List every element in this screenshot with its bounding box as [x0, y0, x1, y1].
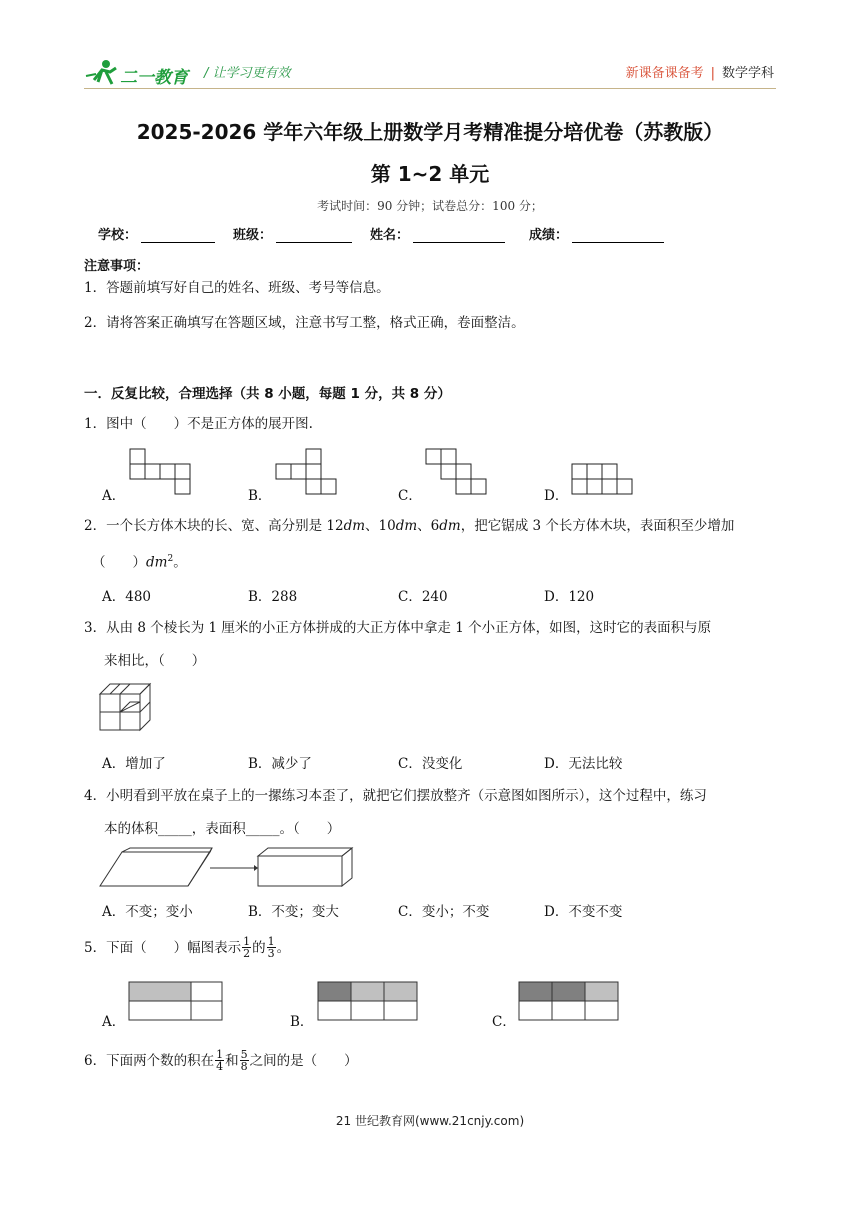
- q2-option-c[interactable]: C．240: [398, 589, 448, 605]
- q3-option-c[interactable]: C．没变化: [398, 756, 463, 772]
- q6-text: 和: [225, 1052, 239, 1069]
- q2-text: 2．一个长方体木块的长、宽、高分别是 12: [84, 518, 344, 534]
- field-score-blank[interactable]: [572, 228, 664, 243]
- q2-blank: （ ）: [92, 554, 146, 571]
- q5-frac1-den: 2: [243, 947, 251, 960]
- q2-text: 、6: [417, 518, 440, 534]
- note-item: 1．答题前填写好自己的姓名、班级、考号等信息。: [84, 280, 390, 296]
- notebook-stack-neat: [258, 848, 352, 888]
- q2-unit: dm: [146, 554, 168, 571]
- q2-unit-sup: 2: [167, 554, 174, 564]
- note-item: 2．请将答案正确填写在答题区域，注意书写工整，格式正确，卷面整洁。: [84, 315, 525, 331]
- q5-option-c[interactable]: C．: [492, 1014, 516, 1030]
- q3-option-b[interactable]: B．减少了: [248, 756, 312, 772]
- q2-unit: dm: [343, 518, 366, 534]
- q6-text: 6．下面两个数的积在: [84, 1052, 215, 1069]
- header-separator: |: [710, 66, 715, 81]
- question-3-stem: 3．从由 8 个棱长为 1 厘米的小正方体拼成的大正方体中拿走 1 个小正方体，如图，这时它的表面积与原: [84, 620, 712, 636]
- fraction-diagram-b: [318, 982, 418, 1022]
- question-6-stem: [84, 1049, 784, 1072]
- q1-option-b[interactable]: B．: [248, 488, 272, 504]
- arrow-right-icon: [210, 863, 258, 873]
- q5-option-a[interactable]: A．: [102, 1014, 126, 1030]
- q5-frac1-num: 1: [243, 935, 251, 948]
- q5-text-end: 。: [276, 939, 291, 956]
- q5-text: 5．下面（ ）幅图表示: [84, 939, 242, 956]
- question-5-stem: [84, 936, 784, 959]
- q6-fraction-2: [240, 1049, 249, 1072]
- exam-info: 考试时间：90 分钟；试卷总分：100 分；: [317, 199, 543, 213]
- question-4-stem-cont: 本的体积_____，表面积_____。（ ）: [104, 821, 341, 837]
- q1-option-a[interactable]: A．: [102, 488, 126, 504]
- question-1-stem: 1．图中（ ）不是正方体的展开图.: [84, 416, 313, 432]
- slogan: / 让学习更有效: [204, 66, 291, 81]
- field-school-blank[interactable]: [141, 228, 215, 243]
- q1-option-d[interactable]: D．: [544, 488, 569, 504]
- q3-option-d[interactable]: D．无法比较: [544, 756, 623, 772]
- field-class-blank[interactable]: [276, 228, 352, 243]
- paper-title: 2025-2026 学年六年级上册数学月考精准提分培优卷（苏教版）: [136, 120, 724, 144]
- q4-option-c[interactable]: C．变小；不变: [398, 904, 490, 920]
- q2-text: 、10: [365, 518, 396, 534]
- header-label-subject: 数学学科: [721, 66, 774, 81]
- paper-subtitle: 第 1~2 单元: [370, 162, 490, 186]
- q5-option-b[interactable]: B．: [290, 1014, 314, 1030]
- q5-text: 的: [252, 939, 266, 956]
- header-right: [626, 62, 774, 81]
- section-heading: 一．反复比较，合理选择（共 8 小题，每题 1 分，共 8 分）: [84, 386, 451, 402]
- q5-fraction-2: [267, 936, 276, 959]
- question-2-stem: [84, 516, 784, 536]
- q6-frac1-den: 4: [216, 1060, 224, 1073]
- page-footer: 21 世纪教育网(www.21cnjy.com): [335, 1114, 525, 1128]
- student-info-fields: [98, 224, 682, 243]
- question-4-stem: 4．小明看到平放在桌子上的一摞练习本歪了，就把它们摆放整齐（示意图如图所示），这个过程中，练习: [84, 788, 707, 804]
- q6-frac1-num: 1: [216, 1048, 224, 1061]
- q4-option-b[interactable]: B．不变；变大: [248, 904, 339, 920]
- cube-net-a: [130, 449, 192, 495]
- q2-unit: dm: [439, 518, 461, 534]
- q2-unit: dm: [395, 518, 418, 534]
- q5-fraction-1: [242, 936, 251, 959]
- q6-fraction-1: [215, 1049, 224, 1072]
- notes-heading: 注意事项：: [84, 259, 150, 274]
- cube-net-b: [276, 449, 338, 495]
- q5-frac2-num: 1: [267, 935, 275, 948]
- field-school-label: 学校：: [98, 228, 138, 243]
- q1-option-c[interactable]: C．: [398, 488, 422, 504]
- cube-figure: [100, 684, 152, 734]
- brand-name: 二一教育: [120, 68, 188, 88]
- field-class-label: 班级：: [233, 228, 273, 243]
- q4-option-d[interactable]: D．不变不变: [544, 904, 623, 920]
- fraction-diagram-a: [129, 982, 223, 1022]
- field-name-label: 姓名：: [370, 228, 410, 243]
- q4-option-a[interactable]: A．不变；变小: [102, 904, 193, 920]
- header-divider: [84, 88, 776, 89]
- field-name-blank[interactable]: [413, 228, 505, 243]
- q6-frac2-den: 8: [240, 1060, 248, 1073]
- cube-net-c: [426, 449, 488, 495]
- question-2-stem-cont: [92, 549, 187, 573]
- field-score-label: 成绩：: [529, 228, 569, 243]
- q2-option-a[interactable]: A．480: [102, 589, 152, 605]
- q2-text-end: 。: [173, 554, 187, 571]
- cube-net-d: [572, 464, 634, 495]
- q6-text-end: 之间的是（ ）: [249, 1052, 358, 1069]
- q2-option-b[interactable]: B．288: [248, 589, 298, 605]
- header-label-course: 新课备课备考: [625, 66, 704, 81]
- question-3-stem-cont: 来相比，（ ）: [104, 653, 206, 669]
- q5-frac2-den: 3: [267, 947, 275, 960]
- q6-frac2-num: 5: [240, 1048, 248, 1061]
- q3-option-a[interactable]: A．增加了: [102, 756, 166, 772]
- notebook-stack-tilted: [100, 848, 212, 888]
- q2-text: ，把它锯成 3 个长方体木块，表面积至少增加: [460, 518, 735, 534]
- q2-option-d[interactable]: D．120: [544, 589, 595, 605]
- fraction-diagram-c: [519, 982, 619, 1022]
